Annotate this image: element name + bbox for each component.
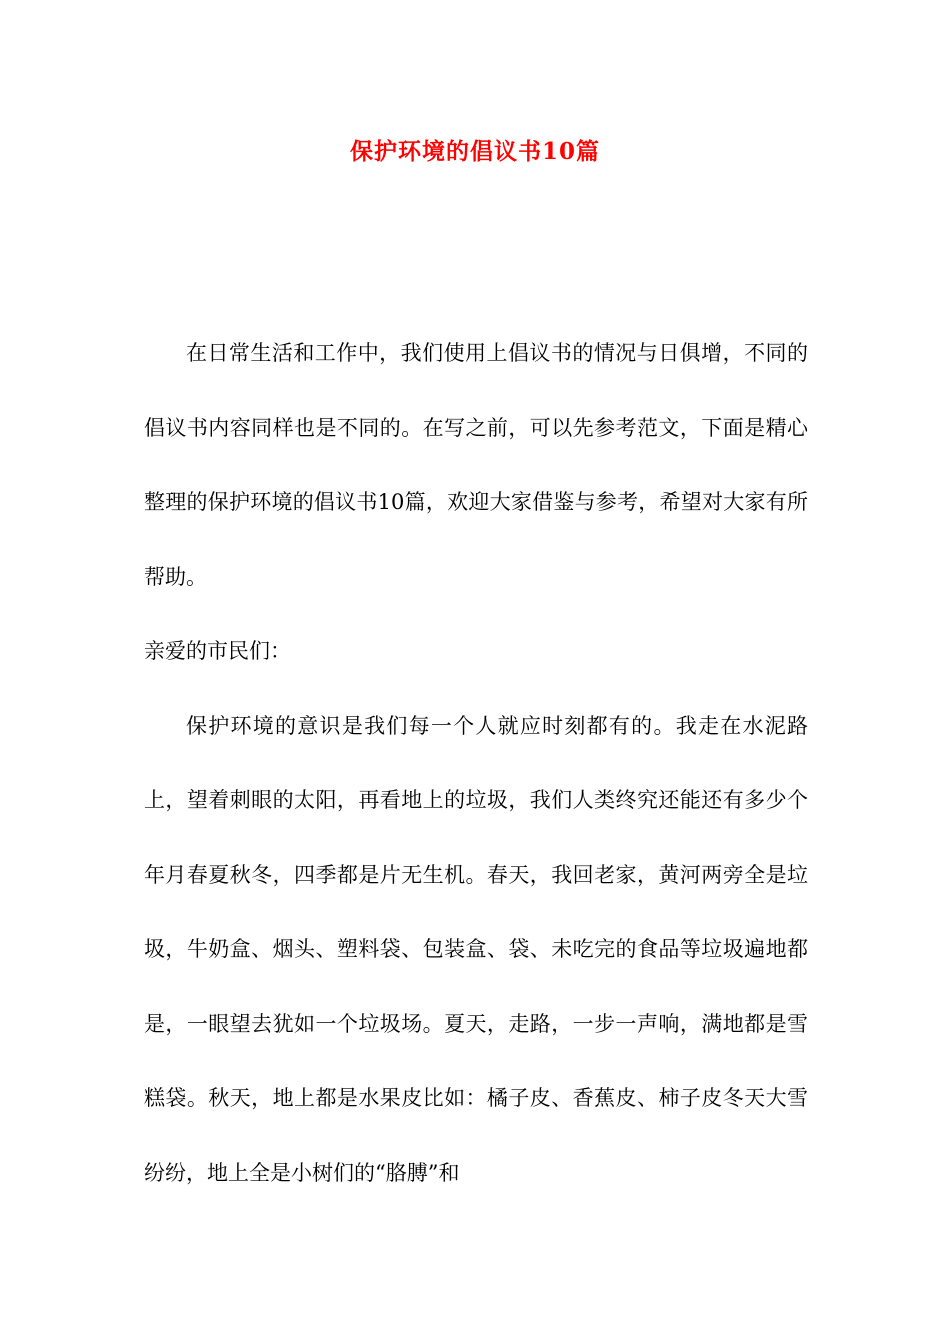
salutation: 亲爱的市民们： xyxy=(144,639,291,663)
intro-paragraph: 在日常生活和工作中，我们使用上倡议书的情况与日俱增，不同的倡议书内容同样也是不同的。在写之前，可以先参考范文，下面是精心整理的保护环境的倡议书10篇，欢迎大家借鉴与参考，希望对大家有所帮助。 xyxy=(144,341,808,589)
body-paragraph: 保护环境的意识是我们每一个人就应时刻都有的。我走在水泥路上，望着刺眼的太阳，再看地上的垃圾，我们人类终究还能还有多少个年月春夏秋冬，四季都是片无生机。春天，我回老家，黄河两旁全是垃圾，牛奶盒、烟头、塑料袋、包装盒、袋、未吃完的食品等垃圾遍地都是，一眼望去犹如一个垃圾场。夏天，走路，一步一声响，满地都是雪糕袋。秋天，地上都是水果皮比如：橘子皮、香蕉皮、柿子皮冬天大雪纷纷，地上全是小树们的“胳膊”和 xyxy=(144,713,808,1185)
document-body xyxy=(144,316,808,1210)
document-title: 保护环境的倡议书10篇 xyxy=(349,138,600,165)
